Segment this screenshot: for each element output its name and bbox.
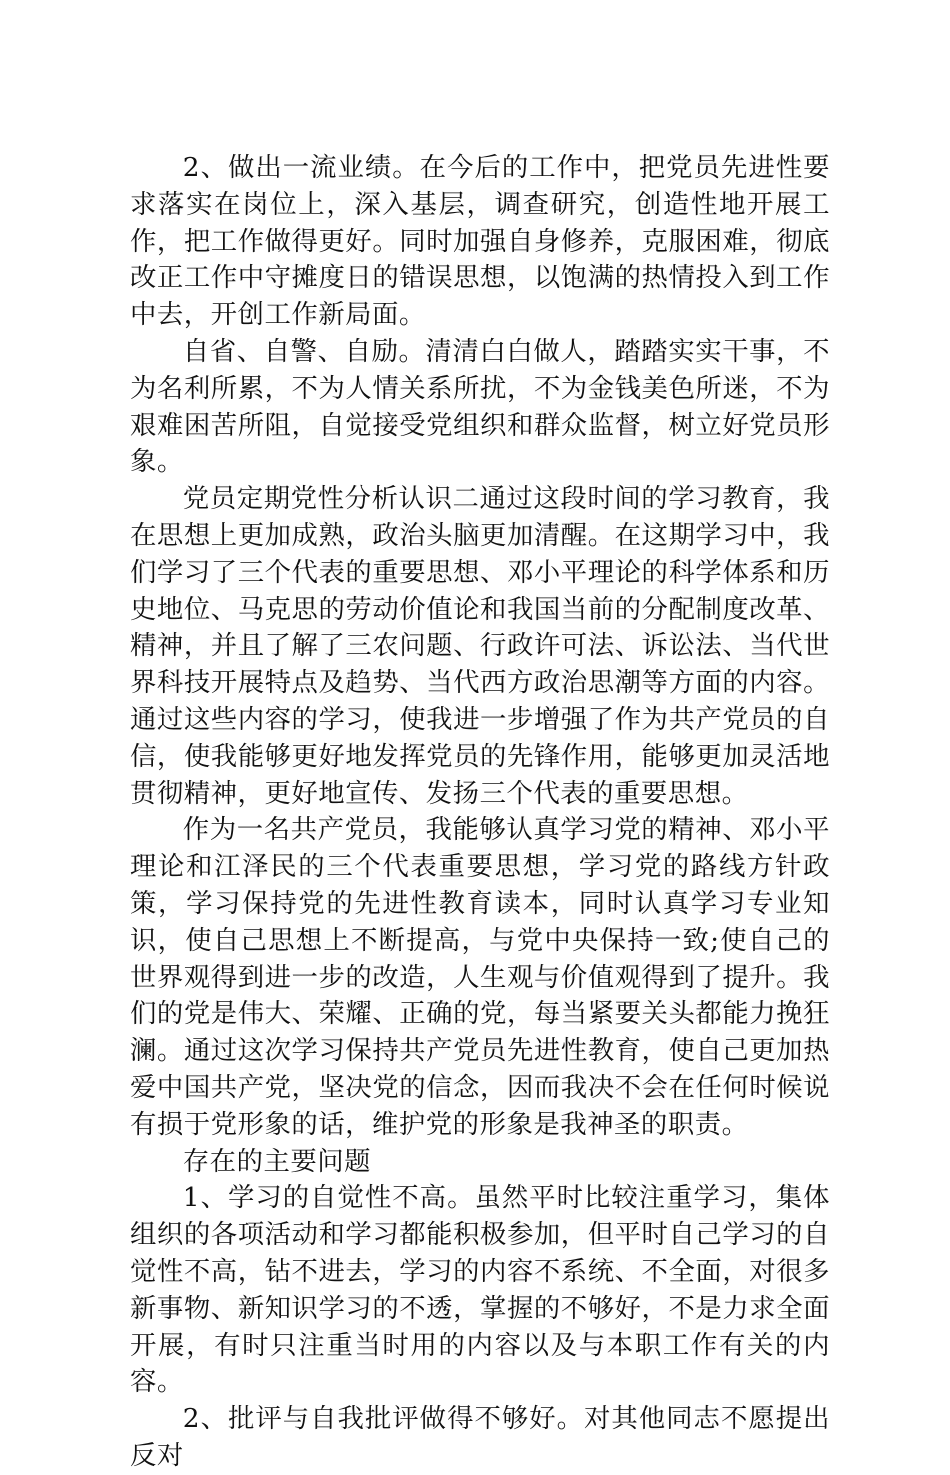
paragraph-outstanding-performance: 2、做出一流业绩。在今后的工作中，把党员先进性要求落实在岗位上，深入基层，调查研究，创造性地开展工作，把工作做得更好。同时加强自身修养，克服困难，彻底改正工作中守摊度日的错误思想，以饱满的热情投入到工作中去，开创工作新局面。 bbox=[130, 152, 830, 331]
paragraph-criticism: 2、批评与自我批评做得不够好。对其他同志不愿提出反对 bbox=[130, 1403, 830, 1471]
section-heading-main-problems: 存在的主要问题 bbox=[182, 1145, 372, 1177]
paragraph-party-member-commitment: 作为一名共产党员，我能够认真学习党的精神、邓小平理论和江泽民的三个代表重要思想，学习党的路线方针政策，学习保持党的先进性教育读本，同时认真学习专业知识，使自己思想上不断提高，与党中央保持一致;使自己的世界观得到进一步的改造，人生观与价值观得到了提升。我们的党是伟大、荣耀、正确的党，每当紧要关头都能力挽狂澜。通过这次学习保持共产党员先进性教育，使自己更加热爱中国共产党，坚决党的信念，因而我决不会在任何时候说有损于党形象的话，维护党的形象是我神圣的职责。 bbox=[130, 814, 830, 1140]
paragraph-study-consciousness: 1、学习的自觉性不高。虽然平时比较注重学习，集体组织的各项活动和学习都能积极参加，但平时自己学习的自觉性不高，钻不进去，学习的内容不系统、不全面，对很多新事物、新知识学习的不透，掌握的不够好，不是力求全面开展，有时只注重当时用的内容以及与本职工作有关的内容。 bbox=[130, 1182, 830, 1398]
paragraph-self-reflection: 自省、自警、自励。清清白白做人，踏踏实实干事，不为名利所累，不为人情关系所扰，不为金钱美色所迷，不为艰难困苦所阻，自觉接受党组织和群众监督，树立好党员形象。 bbox=[130, 335, 830, 478]
paragraph-party-analysis-two: 党员定期党性分析认识二通过这段时间的学习教育，我在思想上更加成熟，政治头脑更加清醒。在这期学习中，我们学习了三个代表的重要思想、邓小平理论的科学体系和历史地位、马克思的劳动价值论和我国当前的分配制度改革、精神，并且了解了三农问题、行政许可法、诉讼法、当代世界科技开展特点及趋势、当代西方政治思潮等方面的内容。通过这些内容的学习，使我进一步增强了作为共产党员的自信，使我能够更好地发挥党员的先锋作用，能够更加灵活地贯彻精神，更好地宣传、发扬三个代表的重要思想。 bbox=[130, 483, 830, 809]
document-body bbox=[130, 150, 830, 1475]
